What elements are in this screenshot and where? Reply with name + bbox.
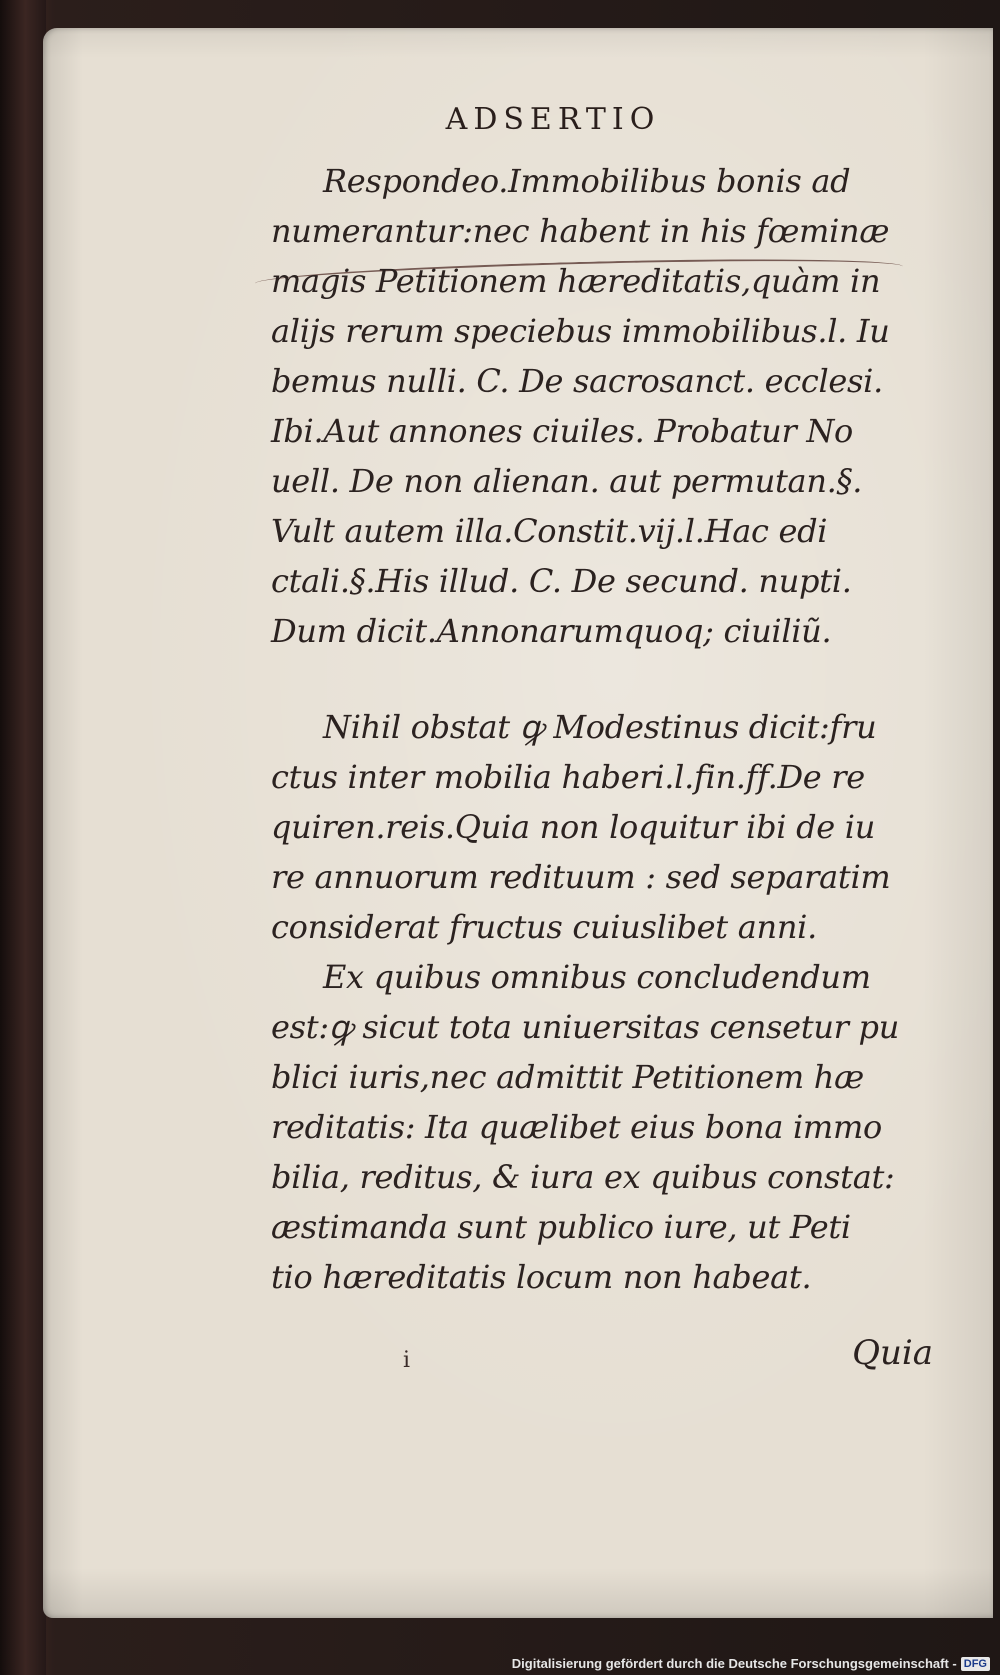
catchword: Quia	[852, 1333, 933, 1373]
text-line: tio hæreditatis locum non habeat.	[271, 1258, 812, 1296]
text-line: Ibi.Aut annones ciuiles. Probatur No	[271, 412, 853, 450]
running-head: ADSERTIO	[445, 102, 661, 137]
text-line: blici iuris,nec admittit Petitionem hæ	[271, 1058, 864, 1096]
text-line: Ex quibus omnibus concludendum	[323, 958, 871, 996]
text-line: ctus inter mobilia haberi.l.fin.ff.De re	[271, 758, 865, 796]
text-line: Dum dicit.Annonarumquoq; ciuiliũ.	[271, 612, 832, 650]
dfg-logo: DFG	[961, 1657, 990, 1671]
text-line: reditatis: Ita quælibet eius bona immo	[271, 1108, 882, 1146]
text-line: bemus nulli. C. De sacrosanct. ecclesi.	[271, 362, 883, 400]
body-text	[271, 156, 991, 1302]
text-line: Nihil obstat ꝙ Modestinus dicit:fru	[323, 708, 877, 746]
text-line: numerantur:nec habent in his fœminæ	[271, 212, 890, 250]
text-line: Vult autem illa.Constit.vij.l.Hac edi	[271, 512, 828, 550]
text-line: est:ꝙ sicut tota uniuersitas censetur pu	[271, 1008, 900, 1046]
paragraph-gap	[271, 656, 991, 702]
text-line: magis Petitionem hæreditatis,quàm in	[271, 262, 881, 300]
digitization-credit	[512, 1656, 990, 1671]
credit-text: Digitalisierung gefördert durch die Deutsche Forschungsgemeinschaft -	[511, 1656, 957, 1671]
text-line: considerat fructus cuiuslibet anni.	[271, 908, 817, 946]
text-line: quiren.reis.Quia non loquitur ibi de iu	[271, 808, 876, 846]
book-page	[43, 28, 993, 1618]
book-spine	[0, 0, 46, 1675]
text-line: alijs rerum speciebus immobilibus.l. Iu	[271, 312, 890, 350]
text-line: re annuorum redituum : sed separatim	[271, 858, 891, 896]
text-line: æstimanda sunt publico iure, ut Peti	[271, 1208, 851, 1246]
text-line: bilia, reditus, & iura ex quibus constat:	[271, 1158, 895, 1196]
text-line: ctali.§.His illud. C. De secund. nupti.	[271, 562, 852, 600]
signature-mark: i	[403, 1348, 411, 1373]
text-line: Respondeo.Immobilibus bonis ad	[323, 162, 851, 200]
text-line: uell. De non alienan. aut permutan.§.	[271, 462, 863, 500]
